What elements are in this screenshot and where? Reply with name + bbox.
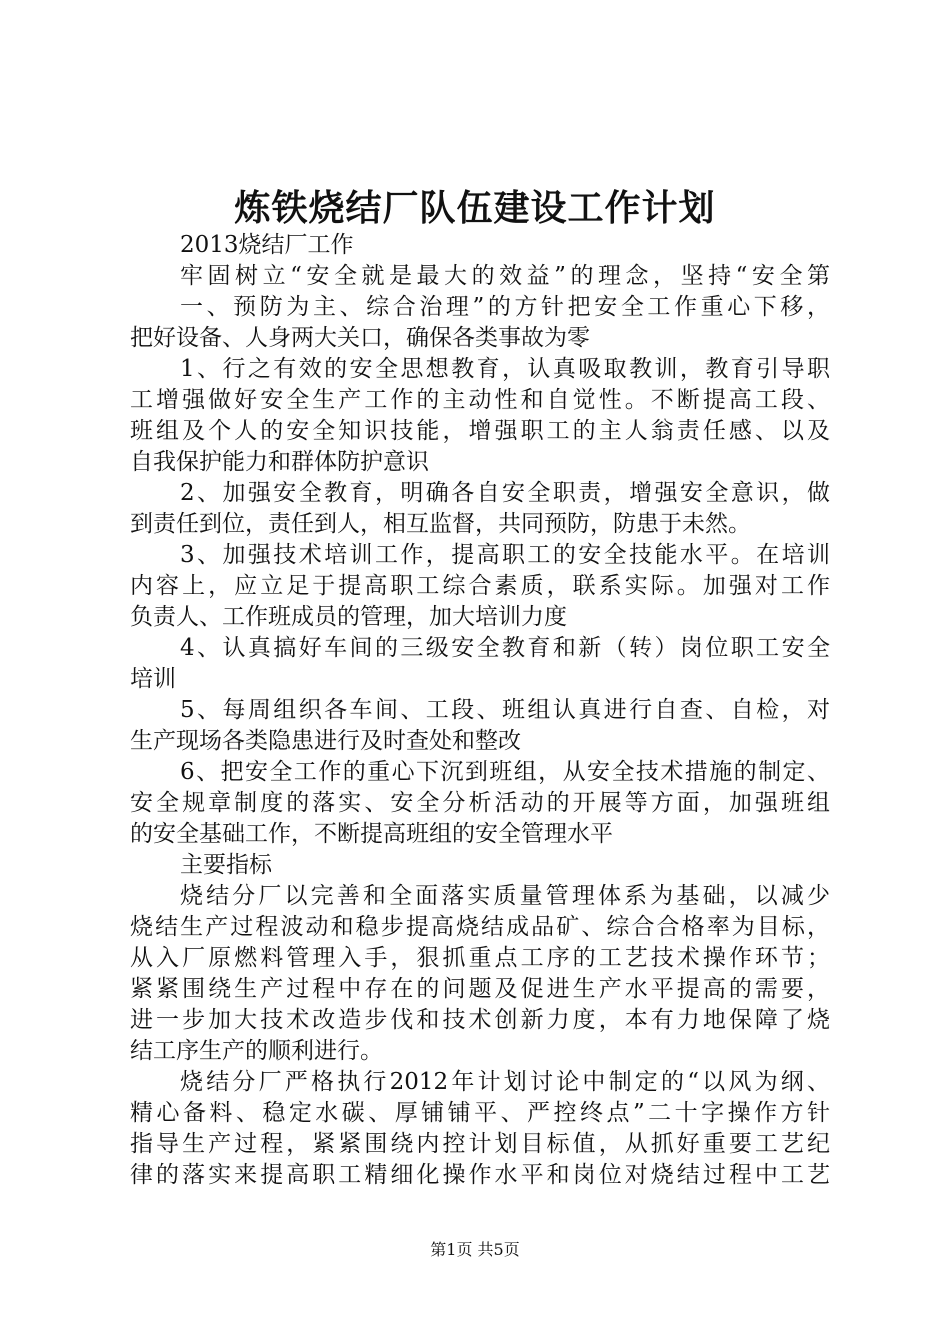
text-line: 指导生产过程，紧紧围绕内控计划目标值，从抓好重要工艺纪 <box>130 1131 830 1157</box>
text-line: 律的落实来提高职工精细化操作水平和岗位对烧结过程中工艺 <box>130 1162 830 1188</box>
text-line: 负责人、工作班成员的管理，加大培训力度 <box>130 604 567 630</box>
page-footer: 第1页 共5页 <box>430 1240 520 1259</box>
text-line: 的安全基础工作，不断提高班组的安全管理水平 <box>130 821 613 847</box>
text-line: 烧结分厂以完善和全面落实质量管理体系为基础，以减少 <box>180 883 830 909</box>
text-line: 2013烧结厂工作 <box>180 232 354 258</box>
text-line: 1、行之有效的安全思想教育，认真吸取教训，教育引导职 <box>180 356 830 382</box>
text-line: 到责任到位，责任到人，相互监督，共同预防，防患于未然。 <box>130 511 751 537</box>
text-line: 5、每周组织各车间、工段、班组认真进行自查、自检，对 <box>180 697 830 723</box>
text-line: 烧结生产过程波动和稳步提高烧结成品矿、综合合格率为目标， <box>130 914 830 940</box>
text-line: 精心备料、稳定水碳、厚铺铺平、严控终点”二十字操作方针 <box>130 1100 830 1126</box>
document-title: 炼铁烧结厂队伍建设工作计划 <box>234 187 716 229</box>
text-line: 工增强做好安全生产工作的主动性和自觉性。不断提高工段、 <box>130 387 830 413</box>
text-line: 把好设备、人身两大关口，确保各类事故为零 <box>130 325 590 351</box>
text-line: 从入厂原燃料管理入手，狠抓重点工序的工艺技术操作环节； <box>130 945 830 971</box>
document-body <box>130 230 830 1191</box>
text-line: 3、加强技术培训工作，提高职工的安全技能水平。在培训 <box>180 542 830 568</box>
text-line: 2、加强安全教育，明确各自安全职责，增强安全意识，做 <box>180 480 830 506</box>
text-line: 生产现场各类隐患进行及时查处和整改 <box>130 728 521 754</box>
text-line: 主要指标 <box>180 852 272 878</box>
text-line: 班组及个人的安全知识技能，增强职工的主人翁责任感、以及 <box>130 418 830 444</box>
text-line: 烧结分厂严格执行2012年计划讨论中制定的“以风为纲、 <box>180 1069 830 1095</box>
text-line: 一、预防为主、综合治理”的方针把安全工作重心下移， <box>180 294 830 320</box>
text-line: 牢固树立“安全就是最大的效益”的理念，坚持“安全第 <box>180 263 830 289</box>
text-line: 培训 <box>130 666 176 692</box>
text-line: 自我保护能力和群体防护意识 <box>130 449 429 475</box>
text-line: 进一步加大技术改造步伐和技术创新力度，本有力地保障了烧 <box>130 1007 830 1033</box>
text-line: 结工序生产的顺利进行。 <box>130 1038 383 1064</box>
text-line: 6、把安全工作的重心下沉到班组，从安全技术措施的制定、 <box>180 759 830 785</box>
text-line: 紧紧围绕生产过程中存在的问题及促进生产水平提高的需要， <box>130 976 830 1002</box>
text-line: 安全规章制度的落实、安全分析活动的开展等方面，加强班组 <box>130 790 830 816</box>
text-line: 内容上，应立足于提高职工综合素质，联系实际。加强对工作 <box>130 573 830 599</box>
text-line: 4、认真搞好车间的三级安全教育和新（转）岗位职工安全 <box>180 635 830 661</box>
